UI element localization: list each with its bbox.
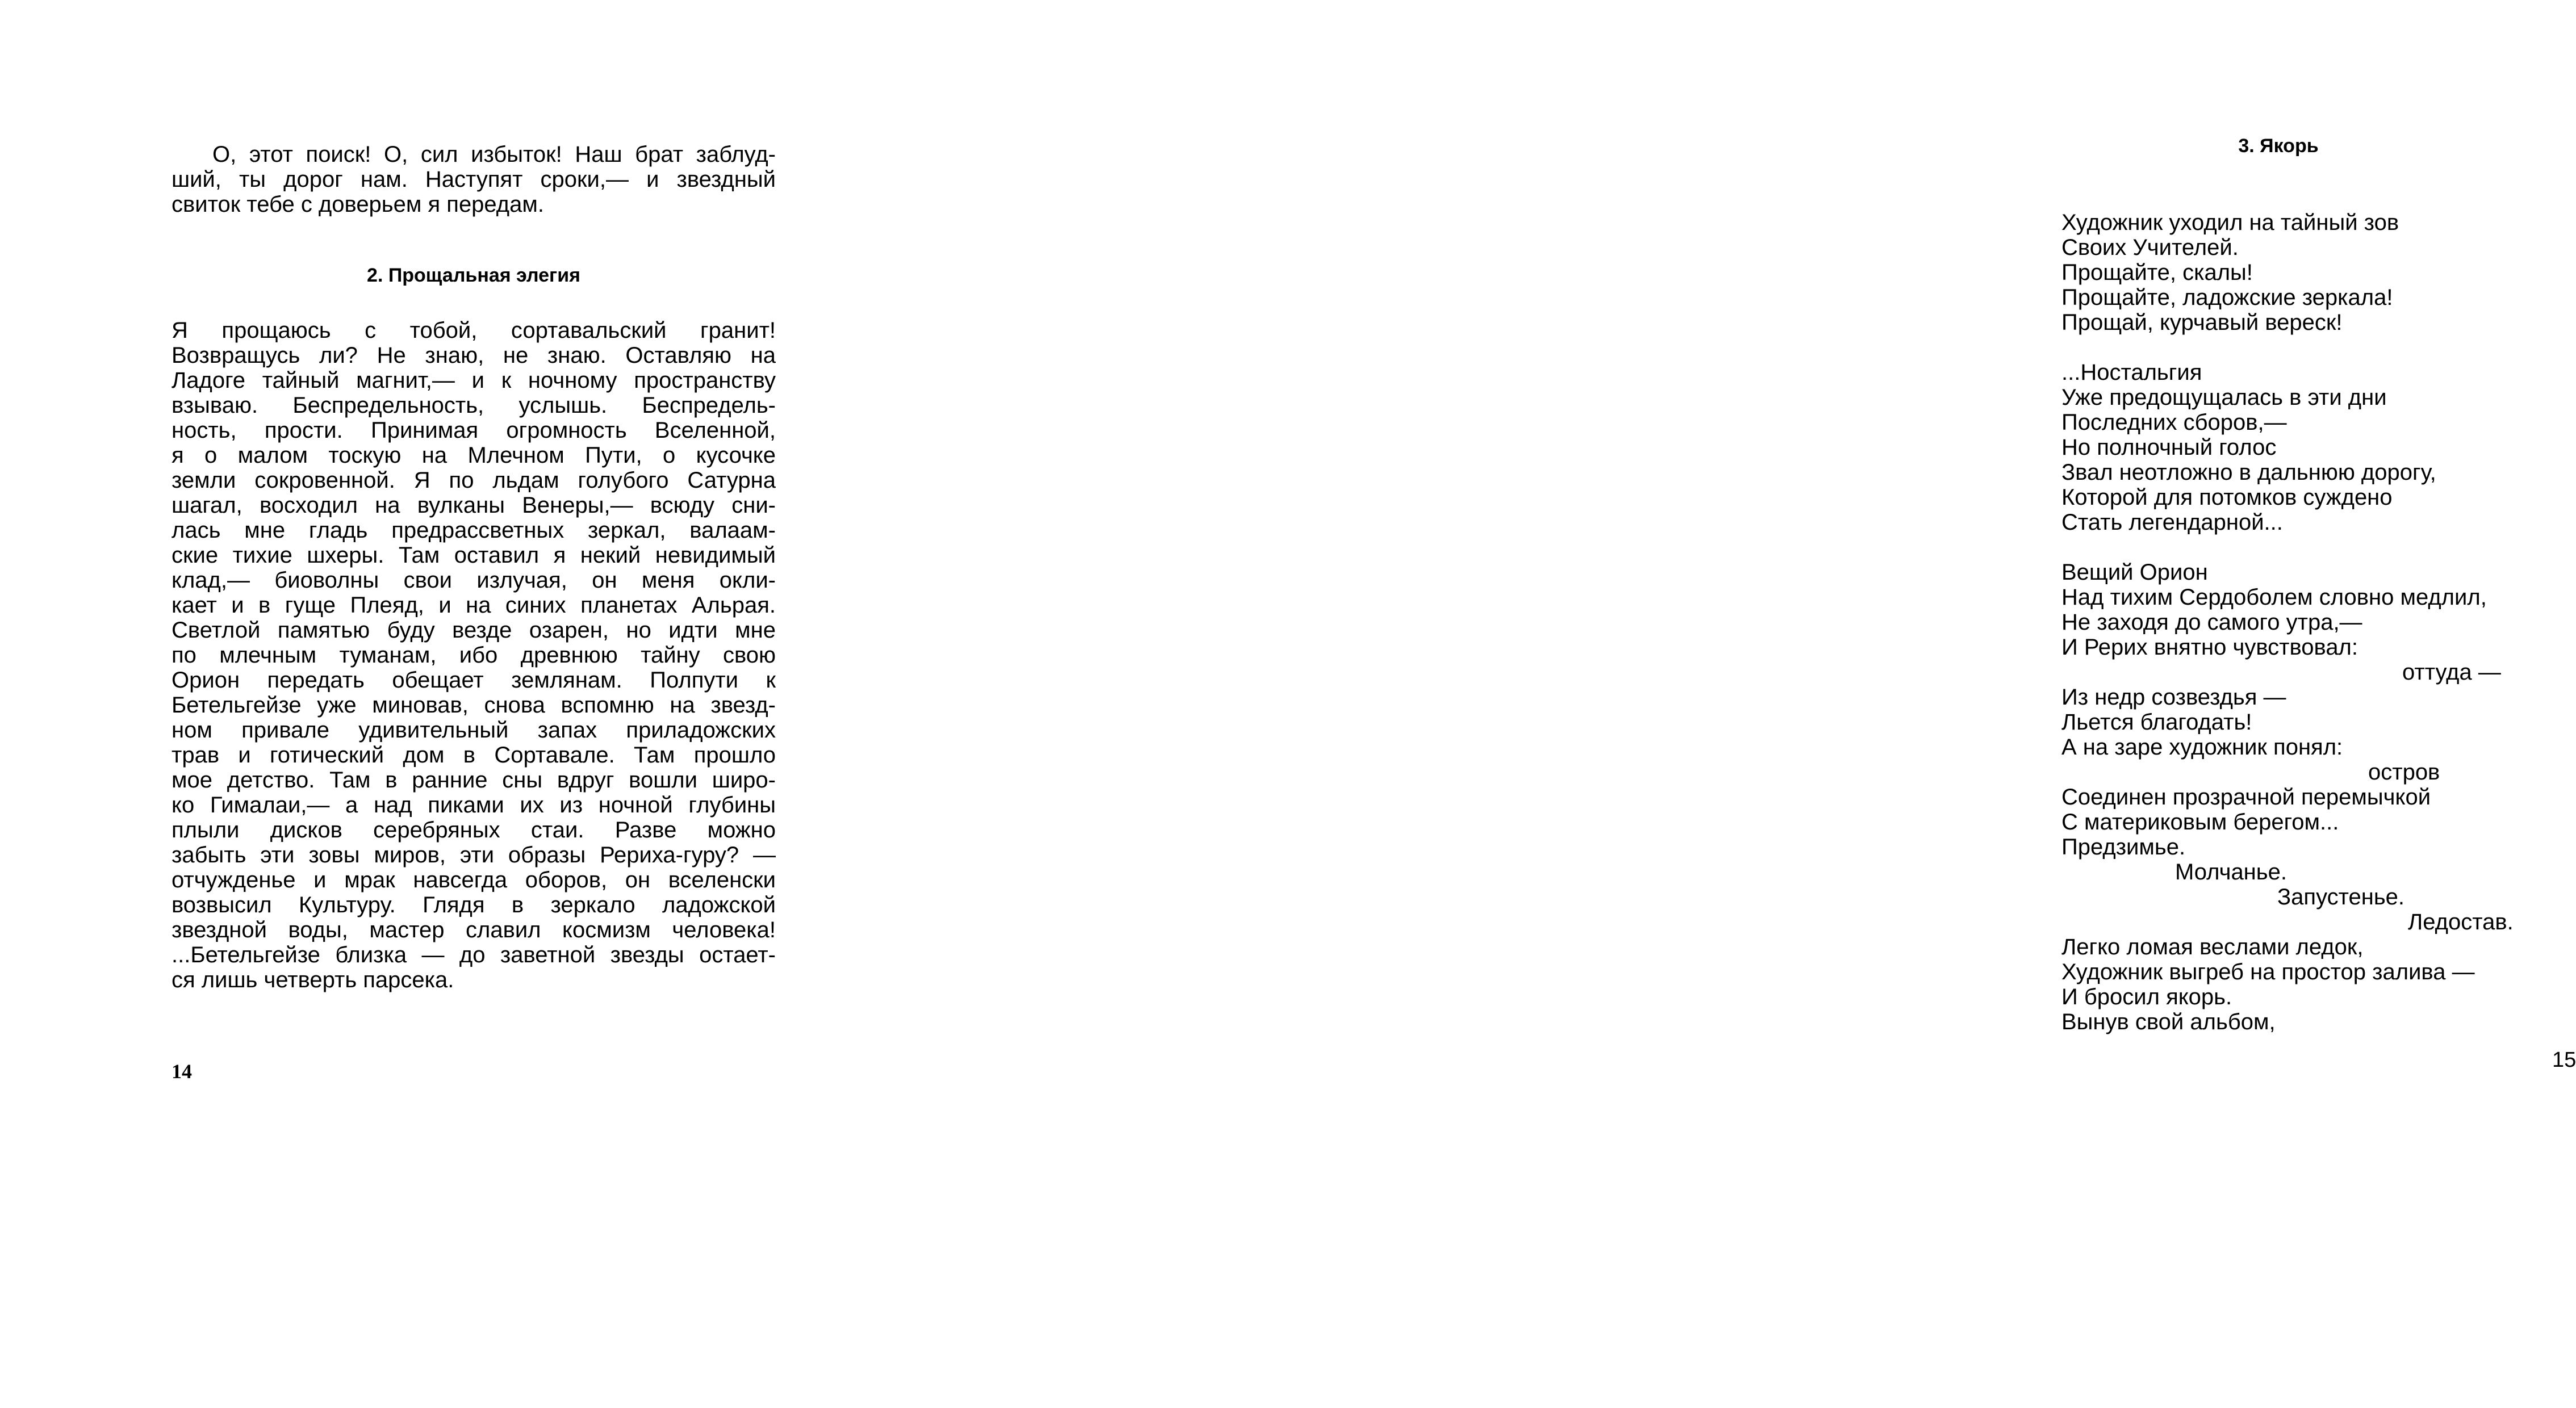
- prose-line: Светлой памятью буду везде озарен, но идти мне: [172, 618, 776, 643]
- prose-line: ские тихие шхеры. Там оставил я некий невидимый: [172, 543, 776, 568]
- prose-line: ном привале удивительный запах приладожских: [172, 718, 776, 743]
- poem-line: Вещий Орион: [2061, 560, 2208, 585]
- poem-line: Художник выгреб на простор залива —: [2061, 959, 2475, 984]
- poem-line: Своих Учителей.: [2061, 235, 2239, 260]
- prose-line: ...Бетельгейзе близка — до заветной звезды остает-: [172, 942, 776, 967]
- prose-line: ность, прости. Принимая огромность Вселенной,: [172, 418, 776, 443]
- poem-line: Ледостав.: [2408, 910, 2514, 935]
- intro-line: О, этот поиск! О, сил избыток! Наш брат заблуд-: [212, 142, 776, 167]
- prose-line: ся лишь четверть парсека.: [172, 967, 454, 992]
- poem-line: А на заре художник понял:: [2061, 735, 2343, 760]
- prose-line: Я прощаюсь с тобой, сортавальский гранит!: [172, 318, 776, 343]
- poem-line: Льется благодать!: [2061, 710, 2252, 735]
- poem-line: Молчанье.: [2175, 860, 2287, 885]
- prose-line: Бетельгейзе уже миновав, снова вспомню на звезд-: [172, 693, 776, 718]
- poem-line: Звал неотложно в дальнюю дорогу,: [2061, 460, 2436, 485]
- prose-line: я о малом тоскую на Млечном Пути, о кусочке: [172, 443, 776, 468]
- poem-line: И Рерих внятно чувствовал:: [2061, 635, 2358, 660]
- poem-line: Не заходя до самого утра,—: [2061, 610, 2362, 635]
- prose-line: взываю. Беспредельность, услышь. Беспредель-: [172, 393, 776, 418]
- poem-line: Легко ломая веслами ледок,: [2061, 935, 2364, 959]
- poem-line: Последних сборов,—: [2061, 410, 2287, 435]
- poem-line: Предзимье.: [2061, 835, 2186, 860]
- poem-line: оттуда —: [2402, 660, 2501, 685]
- prose-line: по млечным туманам, ибо древнюю тайну свою: [172, 643, 776, 668]
- prose-line: трав и готический дом в Сортавале. Там прошло: [172, 743, 776, 768]
- poem-line: Прощайте, ладожские зеркала!: [2061, 285, 2393, 310]
- poem-line: Которой для потомков суждено: [2061, 485, 2393, 510]
- prose-line: забыть эти зовы миров, эти образы Рериха-гуру? —: [172, 843, 776, 868]
- left-page: [0, 0, 996, 1408]
- poem-line: И бросил якорь.: [2061, 984, 2232, 1009]
- intro-line: свиток тебе с доверьем я передам.: [172, 192, 544, 217]
- prose-line: плыли дисков серебряных стаи. Разве можно: [172, 818, 776, 843]
- intro-paragraph: [172, 142, 776, 217]
- poem-line: Но полночный голос: [2061, 435, 2277, 460]
- prose-line: Возвращусь ли? Не знаю, не знаю. Оставляю на: [172, 343, 776, 368]
- prose-line: лась мне гладь предрассветных зеркал, валаам-: [172, 518, 776, 543]
- elegy-prose: [172, 318, 776, 992]
- poem-line: Из недр созвездья —: [2061, 685, 2286, 710]
- poem-line: Соединен прозрачной перемычкой: [2061, 785, 2431, 810]
- prose-line: Ладоге тайный магнит,— и к ночному пространству: [172, 368, 776, 393]
- prose-line: клад,— биоволны свои излучая, он меня окли-: [172, 568, 776, 593]
- prose-line: ко Гималаи,— а над пиками их из ночной глубины: [172, 793, 776, 818]
- intro-line: ший, ты дорог нам. Наступят сроки,— и звездный: [172, 167, 776, 192]
- prose-line: отчужденье и мрак навсегда оборов, он вселенски: [172, 868, 776, 892]
- section-title-anchor: 3. Якорь: [2238, 135, 2319, 157]
- poem-line: Над тихим Сердоболем словно медлил,: [2061, 585, 2487, 610]
- prose-line: земли сокровенной. Я по льдам голубого Сатурна: [172, 468, 776, 493]
- prose-line: возвысил Культуру. Глядя в зеркало ладожской: [172, 892, 776, 917]
- prose-line: звездной воды, мастер славил космизм человека!: [172, 917, 776, 942]
- page-number-left: 14: [172, 1060, 192, 1083]
- prose-line: Орион передать обещает землянам. Полпути к: [172, 668, 776, 693]
- poem-line: Стать легендарной...: [2061, 510, 2283, 535]
- poem-line: Художник уходил на тайный зов: [2061, 210, 2399, 235]
- poem-line: Запустенье.: [2277, 885, 2405, 910]
- section-title-elegy: 2. Прощальная элегия: [367, 265, 580, 286]
- prose-line: шагал, восходил на вулканы Венеры,— всюду сни-: [172, 493, 776, 518]
- poem-line: Прощайте, скалы!: [2061, 260, 2253, 285]
- poem-line: Прощай, курчавый вереск!: [2061, 310, 2343, 335]
- page-number-right: 15: [2552, 1048, 2576, 1072]
- poem-stanza-break: [2061, 535, 2573, 560]
- anchor-poem: [2061, 210, 2573, 1034]
- prose-line: мое детство. Там в ранние сны вдруг вошли широ-: [172, 768, 776, 793]
- poem-line: Уже предощущалась в эти дни: [2061, 385, 2387, 410]
- prose-line: кает и в гуще Плеяд, и на синих планетах Альрая.: [172, 593, 776, 618]
- poem-line: остров: [2368, 760, 2440, 785]
- right-page: [996, 0, 2576, 1408]
- poem-line: Вынув свой альбом,: [2061, 1009, 2276, 1034]
- poem-line: С материковым берегом...: [2061, 810, 2339, 835]
- poem-stanza-break: [2061, 335, 2573, 360]
- poem-line: ...Ностальгия: [2061, 360, 2202, 385]
